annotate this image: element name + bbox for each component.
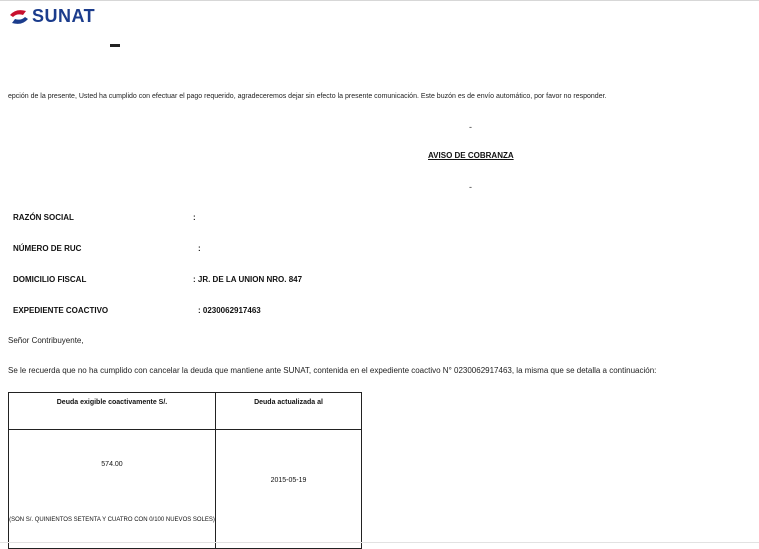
header-dash	[110, 44, 120, 47]
table-header-row	[9, 393, 362, 430]
field-value-expediente: : 0230062917463	[198, 306, 261, 315]
brand-name: SUNAT	[32, 6, 96, 26]
field-label-ruc: NÚMERO DE RUC	[13, 244, 82, 253]
notice-text: epción de la presente, Usted ha cumplido con efectuar el pago requerido, agradeceremos dejar sin efecto la presente comunicación. Este buzón es de envío automático, por favor no responder.	[8, 93, 607, 100]
debt-table	[8, 392, 362, 549]
sunat-logo	[8, 6, 95, 27]
field-label-razon-social: RAZÓN SOCIAL	[13, 213, 74, 222]
sunat-emblem-icon	[8, 7, 30, 27]
field-value-domicilio: : JR. DE LA UNION NRO. 847	[193, 275, 303, 284]
separator-mark-top: -	[469, 122, 472, 132]
date-cell	[216, 430, 362, 549]
debt-amount-words: (SON S/. QUINIENTOS SETENTA Y CUATRO CON 0/100 NUEVOS SOLES)	[9, 517, 215, 523]
header-deuda-exigible: Deuda exigible coactivamente S/.	[9, 393, 216, 430]
table-row	[9, 430, 362, 549]
field-value-razon-social: :	[193, 213, 196, 222]
reminder-text: Se le recuerda que no ha cumplido con cancelar la deuda que mantiene ante SUNAT, contenida en el expediente coactivo N° 0230062917463, la misma que se detalla a continuación:	[8, 366, 657, 375]
separator-mark-bottom: -	[469, 182, 472, 192]
page-title: AVISO DE COBRANZA	[428, 151, 514, 160]
field-label-domicilio: DOMICILIO FISCAL	[13, 275, 87, 284]
field-value-ruc: :	[198, 244, 201, 253]
field-label-expediente: EXPEDIENTE COACTIVO	[13, 306, 109, 315]
debt-amount: 574.00	[101, 461, 123, 468]
greeting-text: Señor Contribuyente,	[8, 336, 84, 345]
amount-cell	[9, 430, 216, 549]
top-border	[0, 0, 759, 1]
header-deuda-actualizada: Deuda actualizada al	[216, 393, 362, 430]
debt-date: 2015-05-19	[270, 477, 307, 484]
bottom-border	[0, 542, 759, 543]
